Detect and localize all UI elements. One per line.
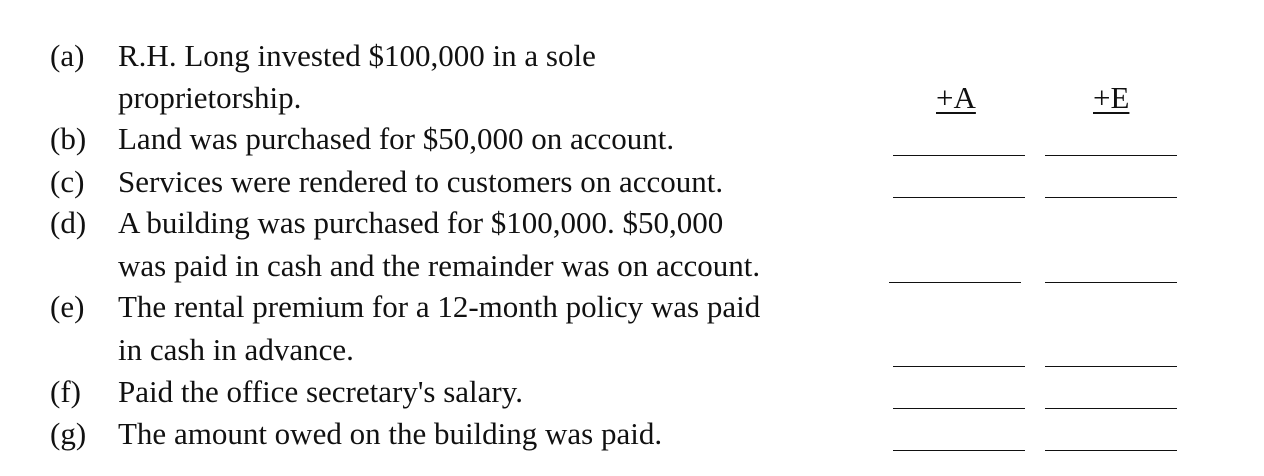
item-d-letter: (d) [50,205,87,240]
item-c-letter: (c) [50,164,85,199]
header-plus-e: +E [1093,80,1130,115]
item-g-a-blank[interactable] [893,450,1025,451]
item-f-text: Paid the office secretary's salary. [118,374,523,409]
item-a-text-line-2: proprietorship. [118,80,302,115]
item-c-e-blank[interactable] [1045,197,1177,198]
item-a-text-line-1: R.H. Long invested $100,000 in a sole [118,38,596,73]
item-c-a-blank[interactable] [893,197,1025,198]
header-plus-a: +A [936,80,976,115]
item-f-letter: (f) [50,374,81,409]
item-g-letter: (g) [50,416,87,451]
item-b-letter: (b) [50,121,87,156]
item-e-text-line-2: in cash in advance. [118,332,354,367]
item-e-a-blank[interactable] [893,366,1025,367]
item-d-a-blank[interactable] [889,282,1021,283]
item-g-e-blank[interactable] [1045,450,1177,451]
item-b-a-blank[interactable] [893,155,1025,156]
item-f-a-blank[interactable] [893,408,1025,409]
item-g-text: The amount owed on the building was paid. [118,416,663,451]
item-d-text-line-1: A building was purchased for $100,000. $50,000 [118,205,724,240]
item-f-e-blank[interactable] [1045,408,1177,409]
item-e-text-line-1: The rental premium for a 12-month policy was paid [118,289,761,324]
item-b-text: Land was purchased for $50,000 on account. [118,121,675,156]
item-a-letter: (a) [50,38,85,73]
item-d-text-line-2: was paid in cash and the remainder was on account. [118,248,761,283]
item-b-e-blank[interactable] [1045,155,1177,156]
item-d-e-blank[interactable] [1045,282,1177,283]
item-e-letter: (e) [50,289,85,324]
item-c-text: Services were rendered to customers on account. [118,164,724,199]
item-e-e-blank[interactable] [1045,366,1177,367]
